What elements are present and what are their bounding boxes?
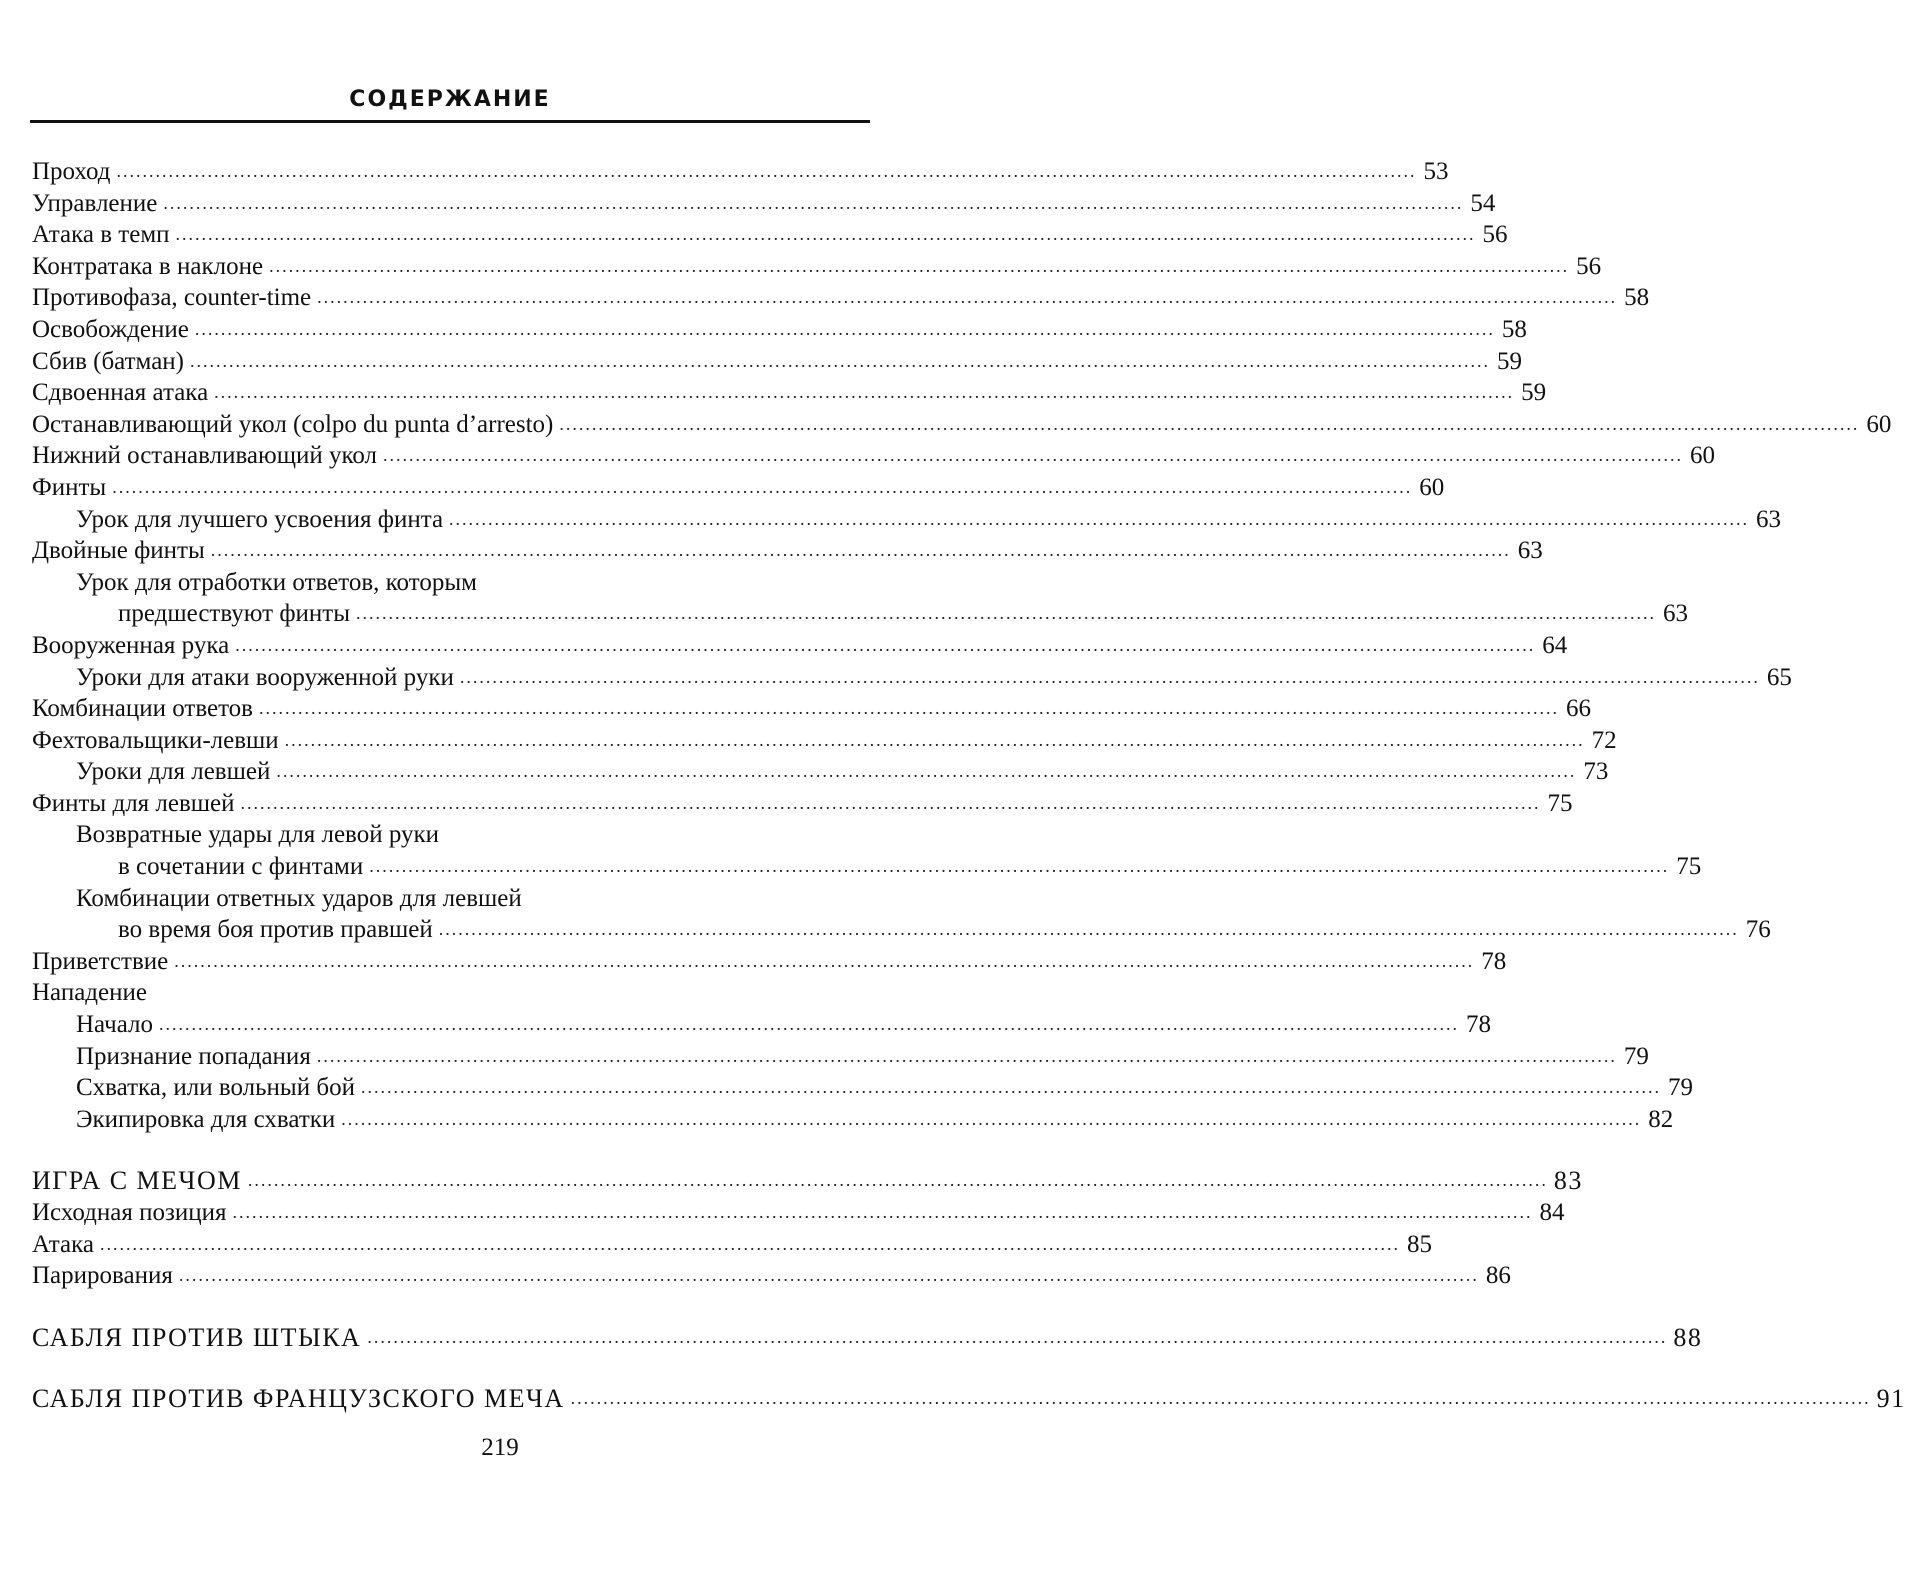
toc-entry [32, 1229, 1432, 1261]
page-title: СОДЕРЖАНИЕ [30, 80, 870, 123]
toc-entry [32, 1072, 1693, 1104]
toc-entry [32, 977, 870, 1009]
toc-page-number: 72 [1591, 726, 1617, 754]
toc-entry [32, 883, 870, 915]
toc-entry-title: Нижний останавливающий укол [32, 442, 377, 470]
toc-entry-title: Проход [32, 158, 111, 185]
toc-entry [32, 1197, 1565, 1229]
toc-entry [32, 1104, 1674, 1136]
dot-leader: ........................................................................................................................................................................................................ [214, 382, 1515, 403]
toc-entry [32, 851, 1702, 883]
section-spacer [32, 1353, 870, 1383]
toc-entry [32, 1009, 1492, 1041]
dot-leader: ........................................................................................................................................................................................................ [438, 919, 1739, 940]
toc-entry-title: Сбив (батман) [32, 347, 185, 375]
toc-entry-title: Нападение [32, 979, 147, 1007]
toc-entry-title: Контратака в наклоне [32, 252, 264, 280]
toc-entry-title: Атака в темп [32, 221, 170, 249]
toc-page-number: 84 [1539, 1199, 1565, 1226]
toc-page-number: 59 [1521, 379, 1547, 407]
toc-page-number: 75 [1676, 853, 1702, 881]
dot-leader: ........................................................................................................................................................................................................ [317, 287, 1618, 308]
toc-page-number: 64 [1542, 631, 1568, 659]
toc-page-number: 60 [1866, 410, 1892, 438]
dot-leader: ........................................................................................................................................................................................................ [194, 318, 1495, 339]
toc-page-number: 78 [1481, 947, 1507, 975]
dot-leader: ........................................................................................................................................................................................................ [163, 192, 1464, 213]
toc-entry [32, 377, 1547, 409]
toc-page-number: 73 [1583, 758, 1609, 786]
toc-entry-title: Финты [32, 473, 107, 501]
dot-leader: ........................................................................................................................................................................................................ [276, 761, 1577, 782]
toc-entry-title: Начало [76, 1011, 154, 1039]
toc-entry [32, 251, 1602, 283]
toc-entry-title: Комбинации ответов [32, 695, 253, 723]
toc-entry-title: САБЛЯ ПРОТИВ ФРАНЦУЗСКОГО МЕЧА [32, 1384, 565, 1414]
toc-page-number: 79 [1623, 1042, 1649, 1070]
dot-leader: ........................................................................................................................................................................................................ [341, 1108, 1642, 1129]
toc-entry-title: Экипировка для схватки [76, 1105, 336, 1133]
toc-entry-title: Урок для отработки ответов, которым [76, 568, 477, 596]
toc-entry-title: Признание попадания [76, 1042, 311, 1070]
toc-section [32, 1165, 1583, 1197]
toc-entry-title: Сдвоенная атака [32, 379, 209, 407]
toc-entry [32, 219, 1508, 251]
table-of-contents [32, 156, 1906, 1415]
toc-entry-title: САБЛЯ ПРОТИВ ШТЫКА [32, 1322, 362, 1352]
toc-entry-title: Урок для лучшего усвоения финта [76, 505, 444, 533]
toc-page-number: 82 [1648, 1105, 1674, 1133]
toc-entry [32, 756, 1609, 788]
toc-entry [32, 409, 1892, 441]
dot-leader: ........................................................................................................................................................................................................ [258, 698, 1559, 719]
toc-entry [32, 472, 1445, 504]
toc-page-number: 56 [1482, 221, 1508, 249]
toc-entry-title: Вооруженная рука [32, 631, 230, 659]
dot-leader: ........................................................................................................................................................................................................ [360, 1077, 1661, 1098]
toc-page-number: 60 [1419, 473, 1445, 501]
toc-entry-title: Исходная позиция [32, 1199, 227, 1226]
toc-entry-title: в сочетании с финтами [118, 853, 364, 881]
toc-entry-title: Комбинации ответных ударов для левшей [76, 884, 522, 912]
toc-entry [32, 725, 1617, 757]
dot-leader: ........................................................................................................................................................................................................ [240, 792, 1541, 813]
toc-page-number: 63 [1663, 600, 1689, 628]
dot-leader: ........................................................................................................................................................................................................ [235, 634, 1536, 655]
dot-leader: ........................................................................................................................................................................................................ [178, 1265, 1479, 1286]
toc-entry-title: Атака [32, 1230, 94, 1258]
toc-entry [32, 630, 1568, 662]
toc-entry-title: Возвратные удары для левой руки [76, 821, 440, 849]
toc-entry [32, 1260, 1511, 1292]
toc-entry [32, 535, 1543, 567]
dot-leader: ........................................................................................................................................................................................................ [356, 603, 1657, 624]
section-spacer [32, 1135, 870, 1165]
toc-entry-title: ИГРА С МЕЧОМ [32, 1166, 242, 1196]
toc-entry-title: Приветствие [32, 947, 169, 975]
toc-page-number: 65 [1766, 663, 1792, 691]
toc-entry [32, 819, 870, 851]
toc-entry-title: во время боя против правшей [118, 916, 433, 944]
toc-entry-title: предшествуют финты [118, 600, 351, 628]
toc-page-number: 85 [1407, 1230, 1432, 1258]
dot-leader: ........................................................................................................................................................................................................ [159, 1014, 1460, 1035]
toc-page-number: 66 [1565, 695, 1591, 723]
dot-leader: ........................................................................................................................................................................................................ [570, 1388, 1871, 1409]
toc-entry-title: Парирования [32, 1262, 173, 1290]
toc-page-number: 75 [1547, 789, 1573, 817]
toc-entry [32, 914, 1771, 946]
toc-entry-title: Уроки для атаки вооруженной руки [76, 663, 454, 691]
toc-section [32, 1383, 1906, 1415]
toc-entry [32, 346, 1523, 378]
dot-leader: ........................................................................................................................................................................................................ [459, 666, 1760, 687]
toc-page-number: 88 [1673, 1322, 1703, 1352]
toc-section [32, 1322, 1703, 1354]
toc-entry [32, 567, 870, 599]
toc-entry [32, 693, 1591, 725]
toc-entry-title: Уроки для левшей [76, 758, 271, 786]
toc-page-number: 56 [1576, 252, 1602, 280]
toc-entry-title: Освобождение [32, 315, 189, 343]
toc-entry [32, 946, 1507, 978]
dot-leader: ........................................................................................................................................................................................................ [449, 508, 1750, 529]
section-spacer [32, 1292, 870, 1322]
toc-entry [32, 188, 1496, 220]
dot-leader: ........................................................................................................................................................................................................ [100, 1233, 1400, 1254]
dot-leader: ........................................................................................................................................................................................................ [369, 856, 1670, 877]
dot-leader: ........................................................................................................................................................................................................ [232, 1202, 1533, 1222]
toc-page-number: 60 [1689, 442, 1715, 470]
page-number: 219 [481, 1434, 519, 1461]
toc-entry-title: Управление [32, 189, 158, 217]
toc-entry [32, 314, 1527, 346]
toc-page-number: 58 [1501, 315, 1527, 343]
toc-page-number: 91 [1876, 1384, 1906, 1414]
toc-entry-title: Финты для левшей [32, 789, 235, 817]
toc-page-number: 79 [1667, 1074, 1693, 1102]
toc-entry [32, 662, 1792, 694]
dot-leader: ........................................................................................................................................................................................................ [247, 1170, 1548, 1191]
toc-page-number: 63 [1756, 505, 1782, 533]
dot-leader: ........................................................................................................................................................................................................ [174, 950, 1475, 971]
dot-leader: ........................................................................................................................................................................................................ [382, 445, 1683, 466]
dot-leader: ........................................................................................................................................................................................................ [269, 255, 1570, 276]
dot-leader: ........................................................................................................................................................................................................ [190, 350, 1491, 371]
dot-leader: ........................................................................................................................................................................................................ [316, 1045, 1617, 1066]
toc-page-number: 78 [1466, 1011, 1492, 1039]
toc-entry [32, 282, 1650, 314]
toc-entry-title: Схватка, или вольный бой [76, 1074, 355, 1102]
toc-entry [32, 504, 1782, 536]
toc-page-number: 86 [1485, 1262, 1511, 1290]
toc-entry [32, 1041, 1649, 1073]
toc-entry-title: Останавливающий укол (colpo du punta d’arresto) [32, 410, 554, 438]
dot-leader: ........................................................................................................................................................................................................ [210, 540, 1511, 561]
dot-leader: ........................................................................................................................................................................................................ [112, 476, 1413, 497]
dot-leader: ........................................................................................................................................................................................................ [367, 1326, 1668, 1347]
toc-page-number: 63 [1517, 537, 1543, 565]
toc-entry-title: Двойные финты [32, 537, 205, 565]
dot-leader: ........................................................................................................................................................................................................ [559, 413, 1860, 434]
dot-leader: ........................................................................................................................................................................................................ [175, 224, 1476, 245]
toc-page-number: 59 [1497, 347, 1523, 375]
toc-entry-title: Противофаза, counter-time [32, 284, 312, 312]
toc-page-number: 83 [1553, 1166, 1583, 1196]
toc-entry [32, 788, 1573, 820]
toc-entry [32, 598, 1689, 630]
toc-entry [32, 440, 1715, 472]
toc-page-number: 58 [1624, 284, 1650, 312]
dot-leader: ........................................................................................................................................................................................................ [116, 161, 1417, 181]
toc-page-number: 53 [1423, 158, 1449, 185]
dot-leader: ........................................................................................................................................................................................................ [284, 729, 1585, 750]
toc-entry [32, 156, 1449, 188]
toc-page-number: 76 [1745, 916, 1771, 944]
toc-page-number: 54 [1470, 189, 1496, 217]
toc-entry-title: Фехтовальщики-левши [32, 726, 279, 754]
